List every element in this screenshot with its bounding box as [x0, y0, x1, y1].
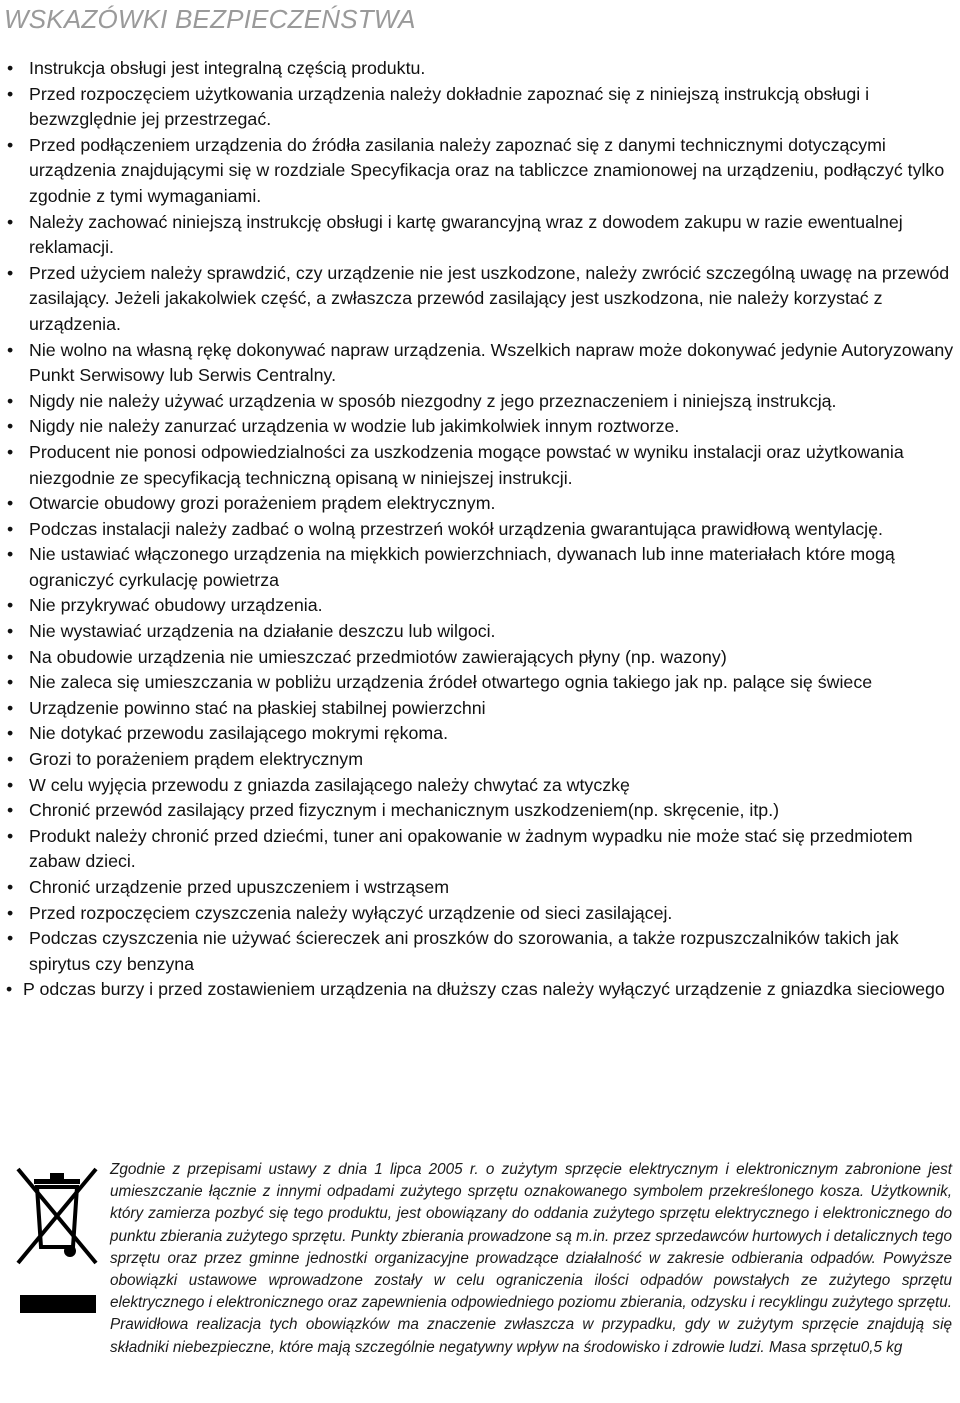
bullet: • [7, 774, 14, 795]
list-item [0, 747, 955, 773]
list-item-text: Podczas czyszczenia nie używać ściereczek ani proszków do szorowania, a także rozpuszczalników takich jak spirytus czy benzyna [29, 928, 899, 974]
list-item-text: Chronić urządzenie przed upuszczeniem i wstrząsem [29, 877, 450, 897]
bullet: • [7, 390, 14, 411]
list-item-text: Nie wystawiać urządzenia na działanie deszczu lub wilgoci. [29, 621, 496, 642]
bullet: • [7, 493, 14, 514]
bullet: • [6, 979, 13, 1000]
weight-value: 0,5 kg [860, 1338, 903, 1356]
bullet: • [7, 723, 14, 744]
list-item [0, 696, 955, 722]
list-item [0, 338, 955, 389]
list-item [0, 593, 955, 619]
list-item [0, 542, 955, 593]
bullet: • [7, 877, 14, 897]
list-item-text: Nie dotykać przewodu zasilającego mokrymi rękoma. [29, 723, 449, 744]
bullet: • [7, 621, 14, 642]
list-item [0, 926, 955, 977]
list-item [0, 901, 955, 927]
list-item [0, 491, 955, 517]
bullet: • [7, 339, 14, 360]
bullet: • [7, 672, 14, 693]
list-item-text: Na obudowie urządzenia nie umieszczać przedmiotów zawierających płyny (np. wazony) [29, 646, 727, 667]
list-item [0, 261, 955, 338]
bullet: • [7, 902, 14, 923]
list-item-text: Instrukcja obsługi jest integralną częścią produktu. [29, 58, 426, 78]
list-item-text: Przed rozpoczęciem użytkowania urządzenia należy dokładnie zapoznać się z niniejszą instrukcją obsługi i bezwzględnie jej przestrzegać. [29, 83, 870, 130]
bullet: • [7, 518, 14, 539]
list-item-text: Nigdy nie należy używać urządzenia w sposób niezgodny z jego przeznaczeniem i niniejszą instrukcją. [29, 390, 837, 411]
list-item-text: Podczas instalacji należy zadbać o wolną przestrzeń wokół urządzenia gwarantująca prawidłową wentylację. [29, 518, 883, 539]
bullet: • [7, 262, 14, 283]
list-item [0, 824, 955, 875]
list-item-text: Otwarcie obudowy grozi porażeniem prądem elektrycznym. [29, 493, 496, 514]
list-item-text: P odczas burzy i przed zostawieniem urządzenia na dłuższy czas należy wyłączyć urządzenie z gniazdka sieciowego [23, 979, 945, 1000]
bullet: • [7, 416, 14, 437]
bullet: • [7, 928, 14, 949]
bullet: • [7, 441, 14, 462]
list-item [0, 210, 955, 261]
disposal-text: Zgodnie z przepisami ustawy z dnia 1 lipca 2005 r. o zużytym sprzęcie elektrycznym i elektronicznym zabronione jest umieszczanie łącznie z innymi odpadami zużytego sprzętu oznakowanego symbolem przekreślonego kosza. Użytkownik, który zamierza pozbyć się tego produktu, jest obowiązany do oddania zużytego sprzętu elektrycznego i elektronicznego do punktu zbierania zużytego sprzętu. Punkty zbierania prowadzone są m.in. przez sprzedawców hurtowych i detalicznych tego sprzętu oraz przez gminne jednostki organizacyjne prowadzące działalność w zakresie odbierania odpadów. Powyższe obowiązki ustawowe wprowadzone zostały w celu ograniczenia ilości odpadów powstałych ze zużytego sprzętu elektrycznego i elektronicznego oraz zapewnienia odpowiedniego poziomu zbierania, odzysku i recyklingu zużytego sprzętu. Prawidłowa realizacja tych obowiązków ma znaczenie zwłaszcza w przypadku, gdy w zużytym sprzęcie znajdują się składniki niebezpieczne, które mają szczególnie negatywny wpływ na środowisko i zdrowie ludzi. [110, 1161, 952, 1356]
list-item-text: Przed podłączeniem urządzenia do źródła zasilania należy zapoznać się z danymi technicznymi dotyczącymi urządzenia znajdującymi się w rozdziale Specyfikacja oraz na tabliczce znamionowej na urządzeniu, podłączyć tylko zgodnie z tymi wymaganiami. [29, 134, 945, 206]
list-item [0, 977, 955, 1003]
page-title: WSKAZÓWKI BEZPIECZEŃSTWA [4, 4, 416, 34]
list-item [0, 798, 955, 824]
list-item-text: Przed rozpoczęciem czyszczenia należy wyłączyć urządzenie od sieci zasilającej. [29, 902, 673, 923]
list-item-text: Produkt należy chronić przed dziećmi, tuner ani opakowanie w żadnym wypadku nie może stać się przedmiotem zabaw dzieci. [29, 825, 913, 872]
list-item [0, 670, 955, 696]
bullet: • [7, 646, 14, 667]
bullet: • [7, 211, 14, 232]
list-item-text: Nie wolno na własną rękę dokonywać napraw urządzenia. Wszelkich napraw może dokonywać jedynie Autoryzowany Punkt Serwisowy lub Serwis Centralny. [29, 339, 954, 386]
list-item [0, 82, 955, 133]
list-item [0, 875, 955, 901]
list-item-text: Nigdy nie należy zanurzać urządzenia w wodzie lub jakimkolwiek innym roztworze. [29, 416, 680, 437]
list-item [0, 517, 955, 543]
bullet: • [7, 83, 14, 104]
list-item-text: Grozi to porażeniem prądem elektrycznym [29, 749, 364, 770]
list-item-text: Nie ustawiać włączonego urządzenia na miękkich powierzchniach, dywanach lub inne materiałach które mogą ograniczyć cyrkulację powietrza [29, 544, 895, 590]
list-item-text: Chronić przewód zasilający przed fizycznym i mechanicznym uszkodzeniem(np. skręcenie, itp.) [29, 800, 780, 821]
bullet: • [7, 697, 14, 718]
list-item-text: Producent nie ponosi odpowiedzialności za uszkodzenia mogące powstać w wyniku instalacji oraz użytkowania niezgodnie ze specyfikacją techniczną opisaną w niniejszej instrukcji. [29, 441, 904, 488]
list-item-text: W celu wyjęcia przewodu z gniazda zasilającego należy chwytać za wtyczkę [29, 774, 630, 795]
list-item [0, 414, 955, 440]
list-item-text: Należy zachować niniejszą instrukcję obsługi i kartę gwarancyjną wraz z dowodem zakupu w razie ewentualnej reklamacji. [29, 211, 903, 258]
list-item [0, 56, 955, 82]
list-item [0, 773, 955, 799]
weight-label: Masa sprzętu [768, 1338, 861, 1356]
list-item-text: Nie zaleca się umieszczania w pobliżu urządzenia źródeł otwartego ognia takiego jak np. palące się świece [29, 672, 873, 693]
list-item [0, 619, 955, 645]
list-item [0, 721, 955, 747]
list-item [0, 389, 955, 415]
bullet: • [7, 825, 14, 846]
bullet: • [7, 800, 14, 821]
bullet: • [7, 544, 14, 565]
bullet: • [7, 58, 14, 78]
safety-instructions-list [0, 56, 955, 1003]
bullet: • [7, 749, 14, 770]
list-item-text: Nie przykrywać obudowy urządzenia. [29, 595, 323, 616]
bullet: • [7, 134, 14, 155]
list-item-text: Przed użyciem należy sprawdzić, czy urządzenie nie jest uszkodzone, należy zwrócić szczególną uwagę na przewód zasilający. Jeżeli jakakolwiek część, a zwłaszcza przewód zasilający jest uszkodzona, nie należy korzystać z urządzenia. [29, 262, 950, 334]
list-item [0, 440, 955, 491]
list-item [0, 133, 955, 210]
disposal-notice [8, 1159, 952, 1359]
list-item-text: Urządzenie powinno stać na płaskiej stabilnej powierzchni [29, 697, 486, 718]
bullet: • [7, 595, 14, 616]
list-item [0, 645, 955, 671]
